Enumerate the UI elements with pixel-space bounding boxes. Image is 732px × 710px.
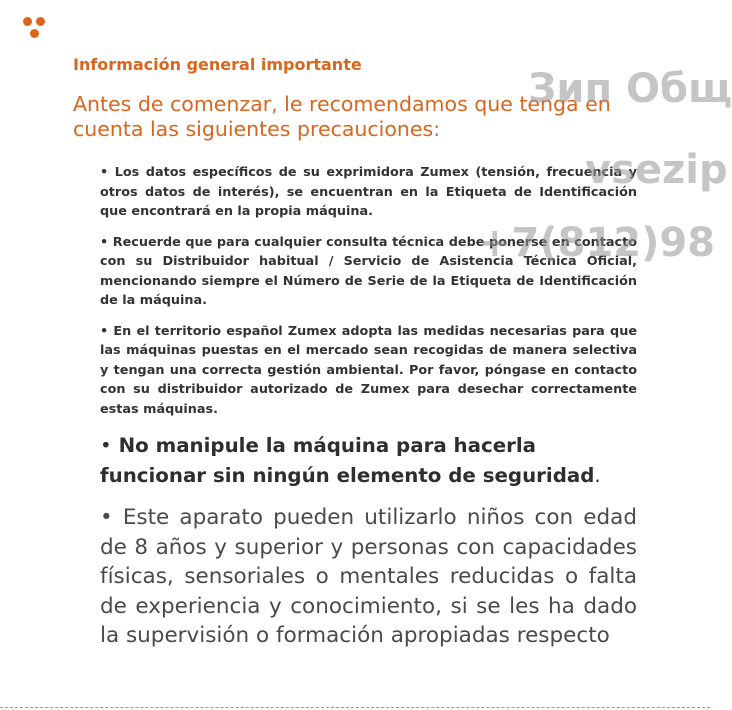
list-item: • En el territorio español Zumex adopta las medidas necesarias para que las máquinas puestas en el mercado sean recogidas de manera selectiva y tengan una correcta gestión ambiental. Por favor, póngase en contacto con su distribuidor autorizado de Zumex para desechar correctamente estas máquinas. <box>100 323 637 417</box>
safety-warning <box>100 431 637 491</box>
list-item-children: • Este aparato pueden utilizarlo niños con edad de 8 años y superior y personas con capacidades físicas, sensoriales o mentales reducidas o falta de experiencia y conocimiento, si se les ha dado la supervisión o formación apropiadas respecto <box>100 505 637 648</box>
watermark-line-1: Зип Общ <box>528 66 732 112</box>
section-heading: Información general importante <box>73 55 362 74</box>
bullet: • <box>100 434 112 457</box>
page-edge-divider <box>0 707 710 708</box>
list-item: • Recuerde que para cualquier consulta técnica debe ponerse en contacto con su Distribuidor habitual / Servicio de Asistencia Técnica Oficial, mencionando siempre el Número de Serie de la Etiqueta de Identificación de la máquina. <box>100 234 637 308</box>
list-item: • Los datos específicos de su exprimidora Zumex (tensión, frecuencia y otros datos de interés), se encuentran en la Etiqueta de Identificación que encontrará en la propia máquina. <box>100 165 637 219</box>
watermark-line-3: +7(812)98 <box>478 220 716 266</box>
safety-warning-text: No manipule la máquina para hacerla funcionar sin ningún elemento de seguridad <box>100 434 595 487</box>
intro-text: Antes de comenzar, le recomendamos que tenga en cuenta las siguientes precauciones: <box>73 92 611 141</box>
period: . <box>594 464 601 487</box>
watermark-line-2: vsezip <box>585 147 728 193</box>
zumex-logo-icon <box>20 14 48 42</box>
